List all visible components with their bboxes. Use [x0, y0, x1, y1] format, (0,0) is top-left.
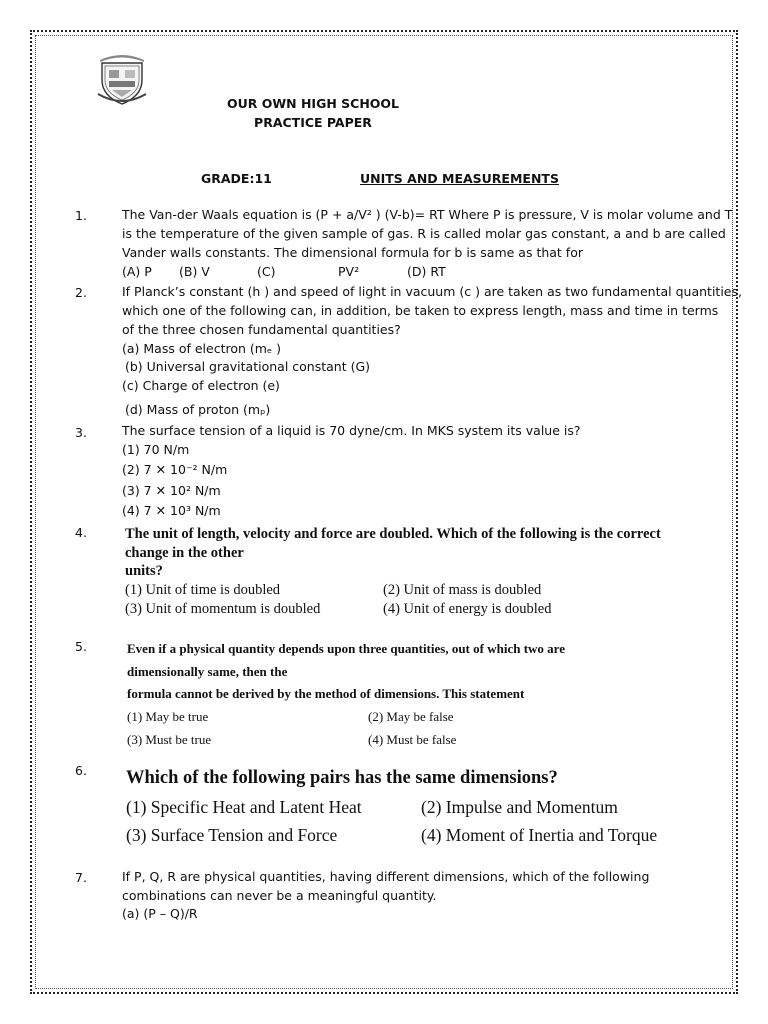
- question-1-option-a: (A) P: [122, 264, 152, 279]
- question-5-option-2: (2) May be false: [368, 709, 454, 724]
- question-4-line-2: change in the other: [125, 545, 244, 561]
- question-5-option-3: (3) Must be true: [127, 732, 212, 747]
- question-1-line-2: is the temperature of the given sample of gas. R is called molar gas constant, a and b are called: [122, 226, 726, 241]
- question-2-option-a: (a) Mass of electron (mₑ ): [122, 341, 282, 356]
- question-6-option-1: (1) Specific Heat and Latent Heat: [126, 797, 362, 817]
- question-3-line-1: The surface tension of a liquid is 70 dyne/cm. In MKS system its value is?: [122, 423, 581, 438]
- question-3-option-2: (2) 7 ✕ 10⁻² N/m: [122, 462, 228, 477]
- question-4-line-3: units?: [125, 563, 163, 579]
- question-2-option-b: (b) Universal gravitational constant (G): [125, 359, 371, 374]
- question-4-line-1: The unit of length, velocity and force are doubled. Which of the following is the correct: [125, 526, 661, 542]
- question-1-number: 1.: [75, 208, 87, 223]
- question-5-line-2: dimensionally same, then the: [127, 664, 288, 679]
- question-6-line-1: Which of the following pairs has the same dimensions?: [126, 768, 558, 788]
- question-1-option-d: (D) RT: [407, 264, 446, 279]
- question-7-number: 7.: [75, 870, 87, 885]
- question-5-line-1: Even if a physical quantity depends upon three quantities, out of which two are: [127, 641, 565, 656]
- question-5-option-1: (1) May be true: [127, 709, 209, 724]
- question-3-option-4: (4) 7 ✕ 10³ N/m: [122, 503, 221, 518]
- question-5-line-3: formula cannot be derived by the method of dimensions. This statement: [127, 686, 525, 701]
- question-6-number: 6.: [75, 763, 87, 778]
- school-name: OUR OWN HIGH SCHOOL: [226, 96, 400, 111]
- question-3-option-1: (1) 70 N/m: [122, 442, 190, 457]
- question-5-option-4: (4) Must be false: [368, 732, 457, 747]
- question-7-line-1: If P, Q, R are physical quantities, having different dimensions, which of the following: [122, 869, 650, 884]
- school-crest-logo: [92, 50, 152, 106]
- question-6-option-2: (2) Impulse and Momentum: [421, 797, 618, 817]
- question-2-line-3: of the three chosen fundamental quantities?: [122, 322, 401, 337]
- question-5-number: 5.: [75, 639, 87, 654]
- question-4-number: 4.: [75, 525, 87, 540]
- question-3-number: 3.: [75, 425, 87, 440]
- question-3-option-3: (3) 7 ✕ 10² N/m: [122, 483, 221, 498]
- question-4-option-1: (1) Unit of time is doubled: [125, 582, 281, 598]
- question-1-option-b: (B) V: [179, 264, 210, 279]
- question-2-option-c: (c) Charge of electron (e): [122, 378, 280, 393]
- question-6-option-3: (3) Surface Tension and Force: [126, 825, 338, 845]
- grade-label: GRADE:11: [201, 171, 272, 186]
- question-4-option-4: (4) Unit of energy is doubled: [383, 601, 552, 617]
- question-2-number: 2.: [75, 285, 87, 300]
- question-2-option-d: (d) Mass of proton (mₚ): [125, 402, 271, 417]
- question-4-option-3: (3) Unit of momentum is doubled: [125, 601, 321, 617]
- question-1-option-c: (C): [257, 264, 276, 279]
- question-6-option-4: (4) Moment of Inertia and Torque: [421, 825, 658, 845]
- question-2-line-2: which one of the following can, in addition, be taken to express length, mass and time in terms: [122, 303, 719, 318]
- question-1-option-c-value: PV²: [338, 264, 360, 279]
- question-1-line-3: Vander walls constants. The dimensional formula for b is same as that for: [122, 245, 583, 260]
- topic-title: UNITS AND MEASUREMENTS: [360, 171, 559, 186]
- paper-title: PRACTICE PAPER: [254, 115, 372, 130]
- question-7-line-2: combinations can never be a meaningful quantity.: [122, 888, 437, 903]
- question-2-line-1: If Planck’s constant (h ) and speed of light in vacuum (c ) are taken as two fundamental quantities,: [122, 284, 742, 299]
- question-1-line-1: The Van-der Waals equation is (P + a/V² ) (V-b)= RT Where P is pressure, V is molar volume and T: [122, 207, 733, 222]
- question-7-option-a: (a) (P – Q)/R: [122, 906, 198, 921]
- question-4-option-2: (2) Unit of mass is doubled: [383, 582, 542, 598]
